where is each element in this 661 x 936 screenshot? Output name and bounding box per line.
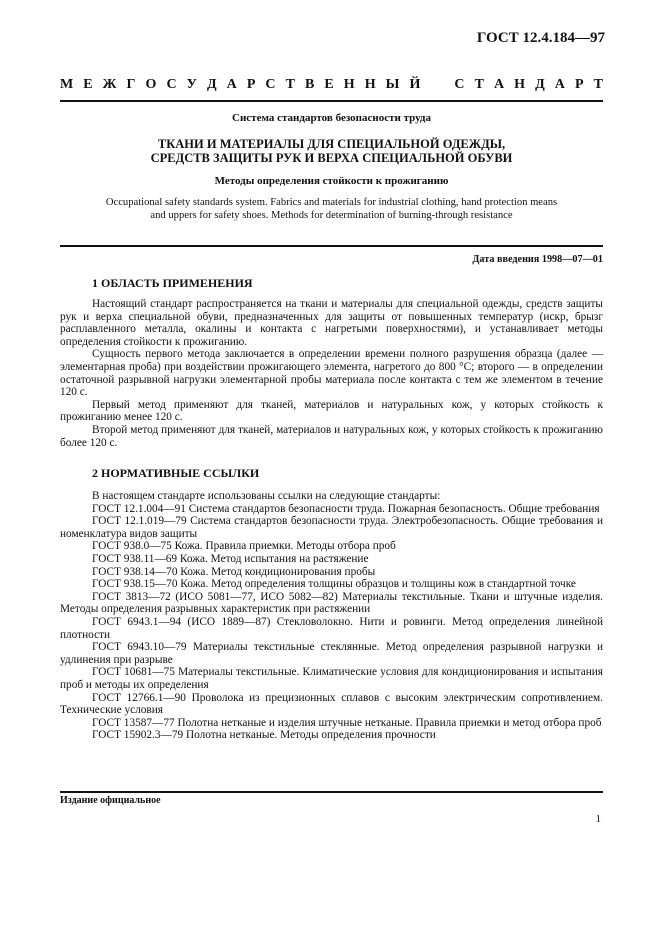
reference-item: ГОСТ 15902.3—79 Полотна нетканые. Методы определения прочности <box>92 729 436 742</box>
banner-letter: Е <box>83 77 93 92</box>
section-1-body <box>60 298 603 449</box>
reference-item: ГОСТ 12.1.019—79 Система стандартов безопасности труда. Электробезопасность. Общие требования и номенклатура видов защиты <box>60 515 603 540</box>
section-2-body <box>60 490 603 742</box>
banner-letter: Н <box>514 77 526 92</box>
document-number: ГОСТ 12.4.184—97 <box>476 30 605 46</box>
document-title <box>60 137 603 165</box>
banner-letter: А <box>226 77 237 92</box>
section-1-paragraph: Первый метод применяют для тканей, материалов и натуральных кож, у которых стойкость к прожиганию менее 120 с. <box>60 398 603 424</box>
header-rule <box>60 100 603 102</box>
banner-letter: Й <box>409 77 421 92</box>
word-gap <box>430 77 444 97</box>
banner-letter: Д <box>535 77 545 92</box>
banner-letter: Г <box>126 77 136 92</box>
banner-letter: Т <box>285 77 295 92</box>
banner-letter: Р <box>574 77 584 92</box>
reference-item: ГОСТ 6943.10—79 Материалы текстильные стеклянные. Метод определения разрывной нагрузки и удлинения при разрыве <box>60 641 603 666</box>
reference-item: ГОСТ 12766.1—90 Проволока из прецизионных сплавов с высоким электрическим сопротивлением. Технические условия <box>60 691 603 717</box>
standards-series: Система стандартов безопасности труда <box>232 112 431 124</box>
reference-item: ГОСТ 938.0—75 Кожа. Правила приемки. Методы отбора проб <box>92 540 396 553</box>
banner-letter: Н <box>364 77 376 92</box>
banner-letter: Д <box>206 77 217 92</box>
reference-item: ГОСТ 938.11—69 Кожа. Метод испытания на растяжение <box>92 552 369 565</box>
title-line-1: ТКАНИ И МАТЕРИАЛЫ ДЛЯ СПЕЦИАЛЬНОЙ ОДЕЖДЫ, <box>157 137 506 151</box>
section-2-heading: 2 НОРМАТИВНЫЕ ССЫЛКИ <box>92 466 260 480</box>
english-title <box>60 197 603 222</box>
reference-item: ГОСТ 10681—75 Материалы текстильные. Климатические условия для кондиционирования и испытания проб и методы их определения <box>60 666 603 691</box>
banner-letter: Т <box>474 77 484 92</box>
banner-letter: О <box>145 77 157 92</box>
english-title-line-1: Occupational safety standards system. Fabrics and materials for industrial clothing, hand protection means <box>105 197 558 208</box>
title-line-2: СРЕДСТВ ЗАЩИТЫ РУК И ВЕРХА СПЕЦИАЛЬНОЙ ОБУВИ <box>150 151 513 165</box>
banner-letter: А <box>554 77 565 92</box>
section-1-paragraph: Настоящий стандарт распространяется на ткани и материалы для специальной одежды, средств защиты рук и верха специальной обуви, предназначенных для защиты от повышенных температур (искр, брызг расплавленного металла, окалины и контакта с нагретыми поверхностями), и устанавливает методы определения стойкости к прожиганию. <box>60 298 603 348</box>
banner-letter: Т <box>593 77 603 92</box>
footer-rule <box>60 791 603 793</box>
banner-letter: С <box>166 77 177 92</box>
reference-item: В настоящем стандарте использованы ссылки на следующие стандарты: <box>92 490 441 502</box>
title-rule <box>60 245 603 247</box>
banner-letter: С <box>454 77 465 92</box>
introduction-date: Дата введения 1998—07—01 <box>472 254 603 265</box>
banner-letter: Е <box>324 77 334 92</box>
english-title-line-2: and uppers for safety shoes. Methods for determination of burning-through resistance <box>150 209 513 221</box>
reference-item: ГОСТ 938.14—70 Кожа. Метод кондиционирования пробы <box>92 565 376 578</box>
section-1-paragraph: Второй метод применяют для тканей, материалов и натуральных кож, у которых стойкость к прожиганию более 120 с. <box>60 423 603 449</box>
banner-letter: М <box>60 77 74 92</box>
page-number: 1 <box>595 813 601 825</box>
reference-item: ГОСТ 3813—72 (ИСО 5081—77, ИСО 5082—82) Материалы текстильные. Ткани и штучные изделия. Методы определения разрывных характеристик при растяжении <box>60 590 603 616</box>
banner-letter: А <box>493 77 505 92</box>
interstate-standard-banner <box>60 77 603 97</box>
reference-item: ГОСТ 12.1.004—91 Система стандартов безопасности труда. Пожарная безопасность. Общие требования <box>92 502 600 515</box>
banner-letter: Р <box>246 77 256 92</box>
banner-letter: У <box>186 77 197 92</box>
banner-letter: Ы <box>385 77 400 92</box>
official-edition-label: Издание официальное <box>60 795 161 806</box>
reference-item: ГОСТ 6943.1—94 (ИСО 1889—87) Стекловолокно. Нити и ровинги. Метод определения линейной плотности <box>60 615 603 641</box>
document-subtitle: Методы определения стойкости к прожиганию <box>214 175 449 187</box>
reference-item: ГОСТ 13587—77 Полотна нетканые и изделия штучные нетканые. Правила приемки и метод отбора проб <box>92 716 602 729</box>
reference-item: ГОСТ 938.15—70 Кожа. Метод определения толщины образцов и толщины кож в стандартной точке <box>92 578 576 591</box>
banner-letter: В <box>304 77 315 92</box>
banner-letter: С <box>265 77 276 92</box>
banner-letter: Н <box>343 77 355 92</box>
section-1-paragraph: Сущность первого метода заключается в определении времени полного разрушения образца (далее — элементарная проба) при воздействии прожигающего элемента, нагретого до 800 °С; второго — в определении остаточной разрывной нагрузки элементарной пробы материала после контакта с тем же элементом в течение 120 с. <box>60 348 603 399</box>
section-1-heading: 1 ОБЛАСТЬ ПРИМЕНЕНИЯ <box>92 276 253 290</box>
banner-letter: Ж <box>102 77 117 92</box>
